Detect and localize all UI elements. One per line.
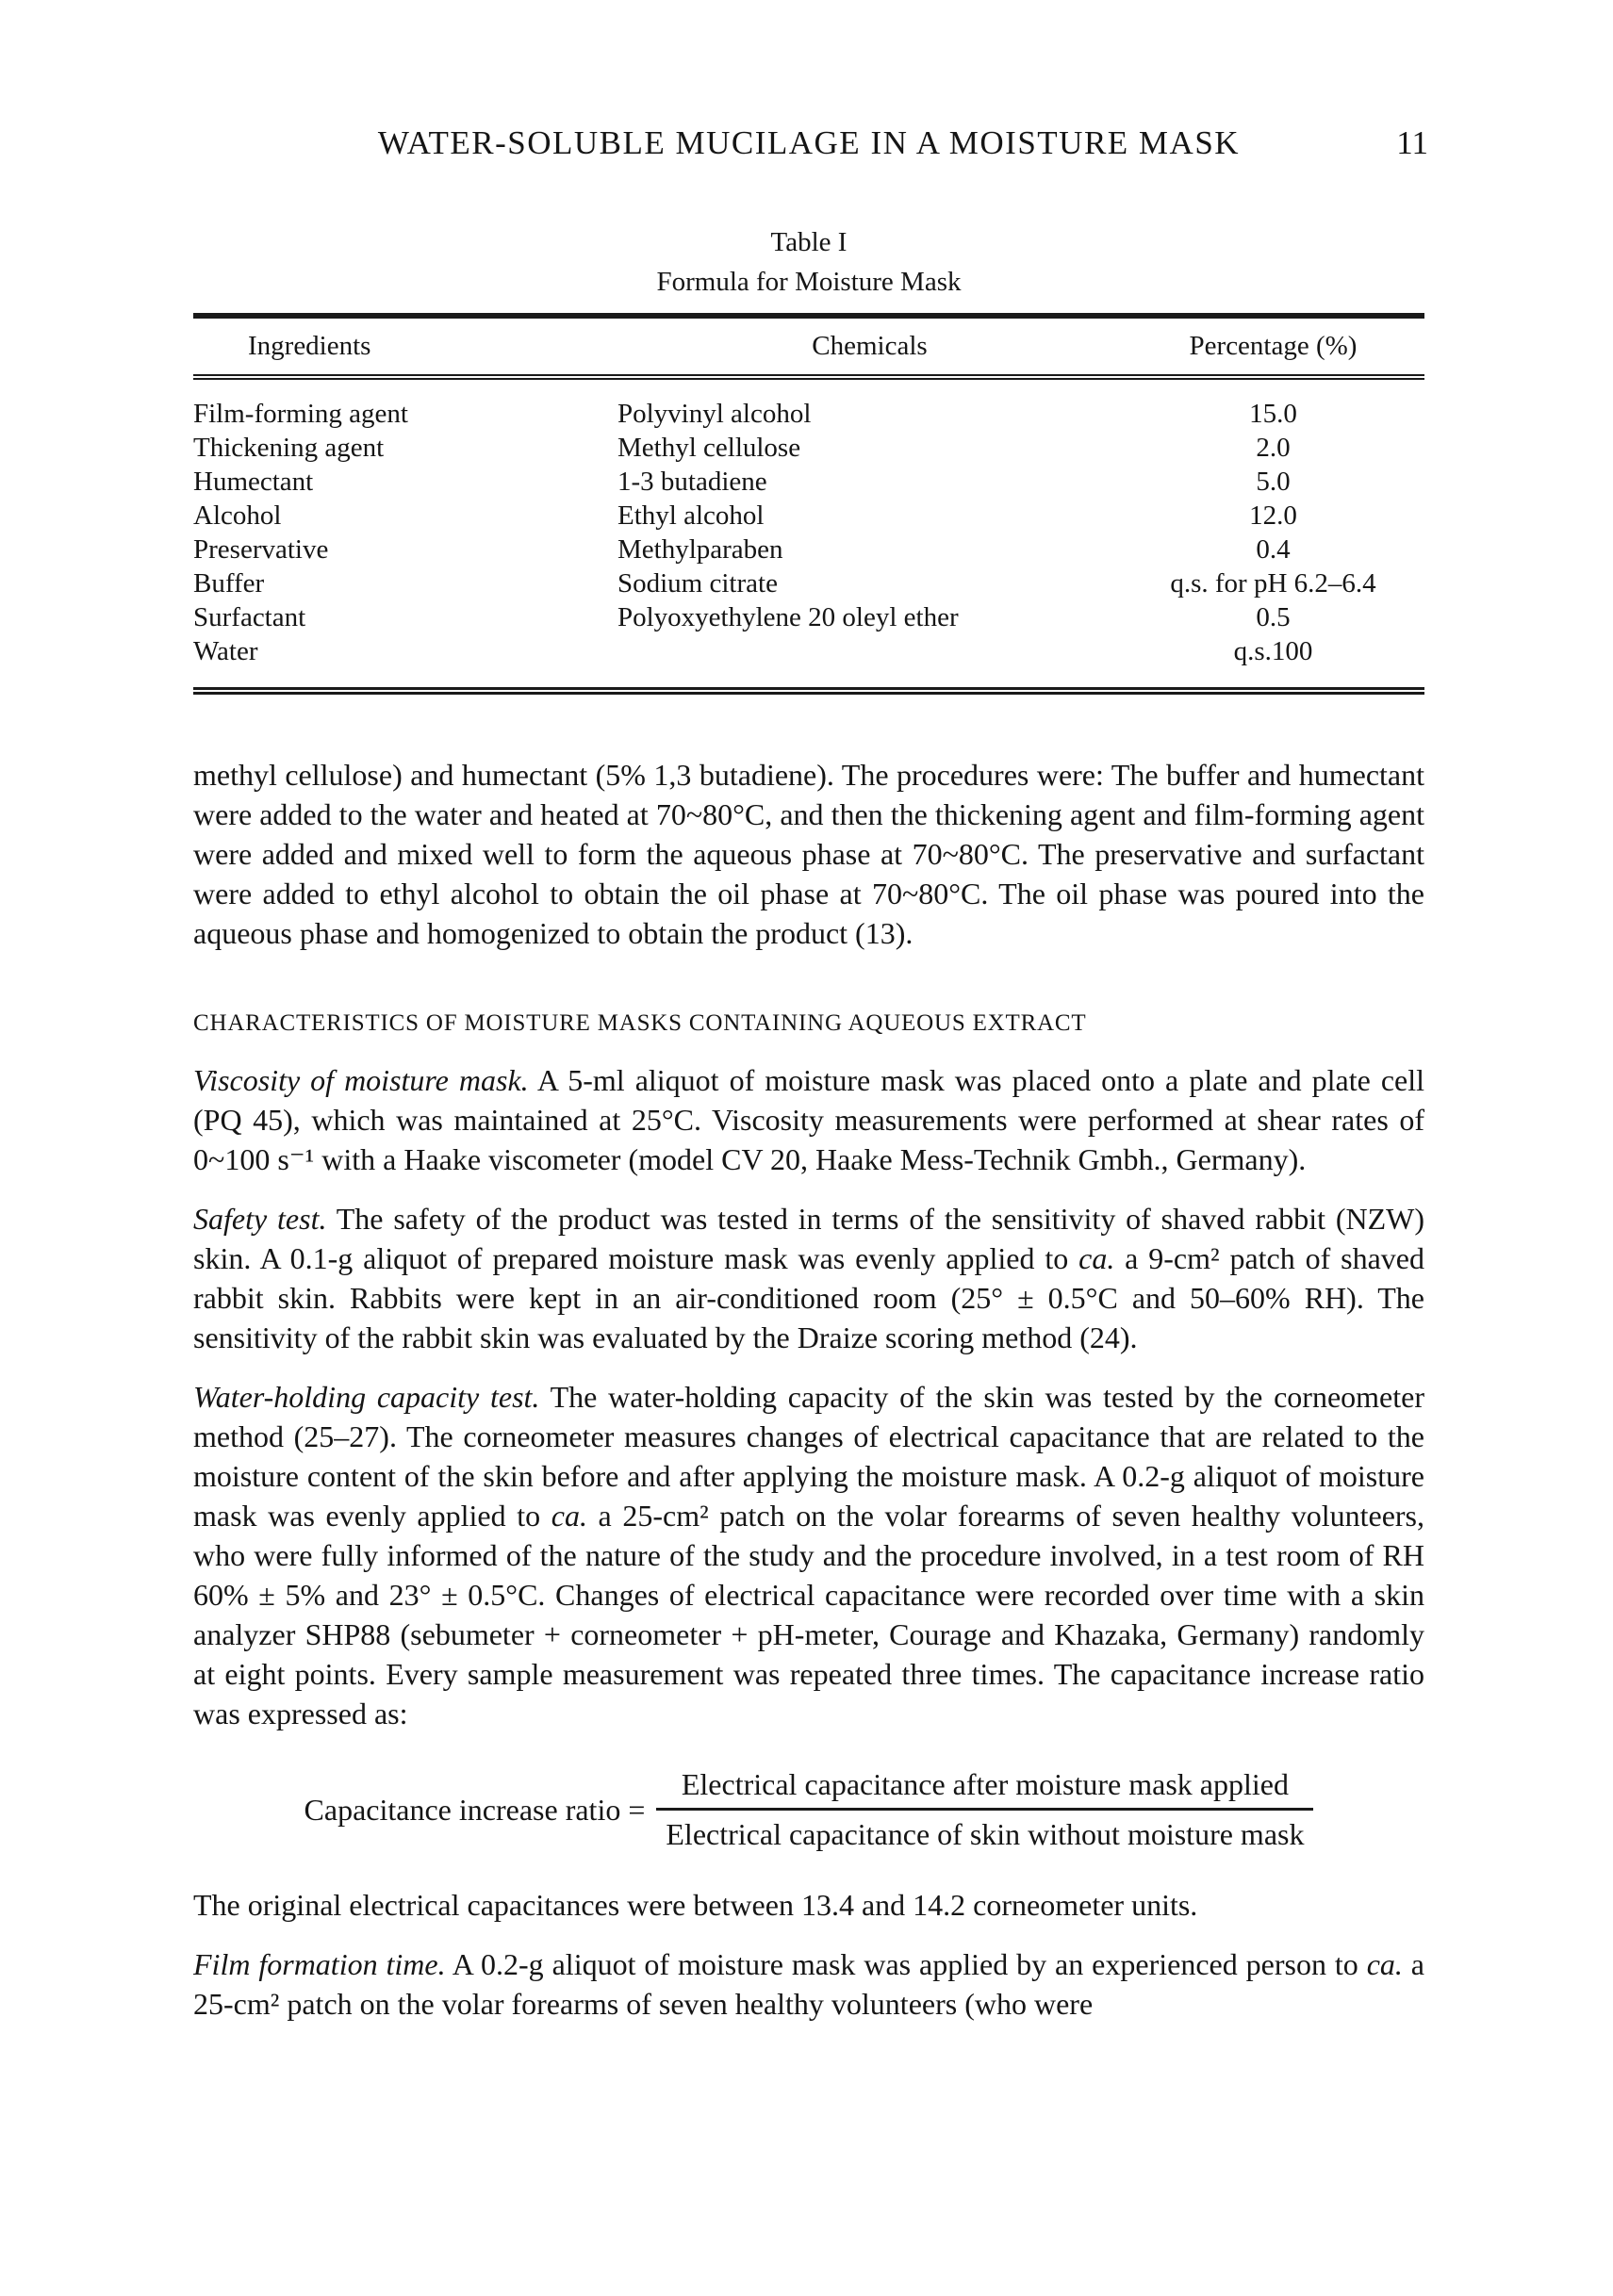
paragraph-viscosity: [193, 1060, 1424, 1179]
table-row: [193, 465, 1424, 499]
table-row: [193, 600, 1424, 634]
table-cell: 0.4: [1256, 533, 1291, 565]
table-cell: Surfactant: [193, 601, 306, 632]
running-title: WATER-SOLUBLE MUCILAGE IN A MOISTURE MASK: [377, 124, 1241, 161]
table-cell: Sodium citrate: [617, 567, 778, 599]
table-cell: 2.0: [1256, 432, 1291, 463]
column-header: Ingredients: [248, 331, 371, 361]
text-run: a 25-cm² patch on the volar forearms of seven healthy volunteers, who were fully informed of the nature of the study and the procedure involved, in a test room of RH 60% ± 5% and 23° ± 0.5°C. Changes of electrical capacitance were recorded over time with a skin analyzer SHP88 (sebumeter + corneometer + pH-meter, Courage and Khazaka, Germany) randomly at eight points. Every sample measurement was repeated three times. The capacitance increase ratio was expressed as:: [193, 1499, 1425, 1730]
text-run: The original electrical capacitances were between 13.4 and 14.2 corneometer units.: [193, 1888, 1198, 1922]
italic-run: ca.: [1366, 1947, 1403, 1981]
italic-run: Viscosity of moisture mask.: [193, 1063, 529, 1097]
table-cell: Ethyl alcohol: [617, 500, 765, 531]
table-cell: Methylparaben: [617, 533, 783, 565]
table-cell: 5.0: [1256, 466, 1291, 497]
table-row: [193, 499, 1424, 533]
italic-run: Water-holding capacity test.: [193, 1380, 540, 1414]
table-cell: Film-forming agent: [193, 398, 408, 429]
text-run: The safety of the product was tested in terms of the sensitivity of shaved rabbit (NZW) skin. A 0.1-g aliquot of prepared moisture mask was evenly applied to: [193, 1202, 1425, 1275]
table-cell: Humectant: [193, 466, 314, 497]
table-header-row: [193, 319, 1424, 380]
paragraph-original-capacitances: [193, 1885, 1424, 1925]
table-cell: 12.0: [1249, 500, 1297, 531]
column-header: Percentage (%): [1189, 331, 1358, 361]
page-number: 11: [1396, 124, 1428, 161]
text-run: A 0.2-g aliquot of moisture mask was applied by an experienced person to: [445, 1947, 1367, 1981]
section-heading: CHARACTERISTICS OF MOISTURE MASKS CONTAINING AQUEOUS EXTRACT: [193, 1010, 1087, 1036]
equation-label: Capacitance increase ratio =: [304, 1792, 646, 1827]
table-cell: Polyvinyl alcohol: [617, 398, 812, 429]
table-row: [193, 566, 1424, 600]
table-cell: Methyl cellulose: [617, 432, 801, 463]
equation-numerator: Electrical capacitance after moisture mask applied: [656, 1765, 1313, 1811]
table-subcaption: Formula for Moisture Mask: [656, 267, 962, 297]
text-run: A 5-ml aliquot of moisture mask was placed onto a plate and plate cell (PQ 45), which was maintained at 25°C. Viscosity measurements were performed at shear rates of 0~100 s⁻¹ with a Haake viscometer (model CV 20, Haake Mess-Technik Gmbh., Germany).: [193, 1063, 1425, 1176]
table-cell: Alcohol: [193, 500, 282, 531]
text-run: a 25-cm² patch on the volar forearms of seven healthy volunteers (who were: [193, 1947, 1425, 2021]
table-cell: Water: [193, 635, 258, 666]
table-cell: q.s.100: [1233, 635, 1313, 666]
equation-denominator: Electrical capacitance of skin without moisture mask: [666, 1817, 1305, 1851]
italic-run: Film formation time.: [193, 1947, 446, 1981]
equation-fraction: [656, 1765, 1313, 1853]
table-row: [193, 431, 1424, 465]
paragraph-safety-test: [193, 1199, 1424, 1357]
paragraph-film-formation: [193, 1944, 1424, 2024]
text-run: methyl cellulose) and humectant (5% 1,3 butadiene). The procedures were: The buffer and humectant were added to the water and heated at 70~80°C, and then the thickening agent and film-forming agent were added and mixed well to form the aqueous phase at 70~80°C. The preservative and surfactant were added to ethyl alcohol to obtain the oil phase at 70~80°C. The oil phase was poured into the aqueous phase and homogenized to obtain the product (13).: [193, 758, 1424, 950]
table-cell: 15.0: [1249, 398, 1297, 429]
table-cell: Thickening agent: [193, 432, 385, 463]
table-row: [193, 533, 1424, 566]
formula-table: [193, 313, 1424, 695]
capacitance-equation: [193, 1765, 1424, 1853]
article-body: [193, 755, 1424, 2024]
table-cell: 0.5: [1256, 601, 1291, 632]
running-header: [193, 123, 1428, 164]
column-header: Chemicals: [812, 331, 928, 361]
table-caption: Table I: [770, 227, 848, 257]
italic-run: Safety test.: [193, 1202, 327, 1236]
table-row: [193, 634, 1424, 668]
table-cell: Polyoxyethylene 20 oleyl ether: [617, 601, 959, 632]
table-body: [193, 380, 1424, 687]
table-cell: Buffer: [193, 567, 265, 599]
text-run: The water-holding capacity of the skin was tested by the corneometer method (25–27). The corneometer measures changes of electrical capacitance that are related to the moisture content of the skin before and after applying the moisture mask. A 0.2-g aliquot of moisture mask was evenly applied to: [193, 1380, 1425, 1533]
italic-run: ca.: [551, 1499, 587, 1533]
table-row: [193, 397, 1424, 431]
italic-run: ca.: [1078, 1241, 1115, 1275]
paragraph-water-holding: [193, 1377, 1424, 1733]
paragraph-procedures: [193, 755, 1424, 953]
text-run: a 9-cm² patch of shaved rabbit skin. Rabbits were kept in an air-conditioned room (25° ± 0.5°C and 50–60% RH). The sensitivity of the rabbit skin was evaluated by the Draize scoring method (24).: [193, 1241, 1425, 1354]
table-1-block: [193, 222, 1424, 695]
table-cell: q.s. for pH 6.2–6.4: [1170, 567, 1376, 599]
table-cell: 1-3 butadiene: [617, 466, 767, 497]
table-cell: Preservative: [193, 533, 329, 565]
